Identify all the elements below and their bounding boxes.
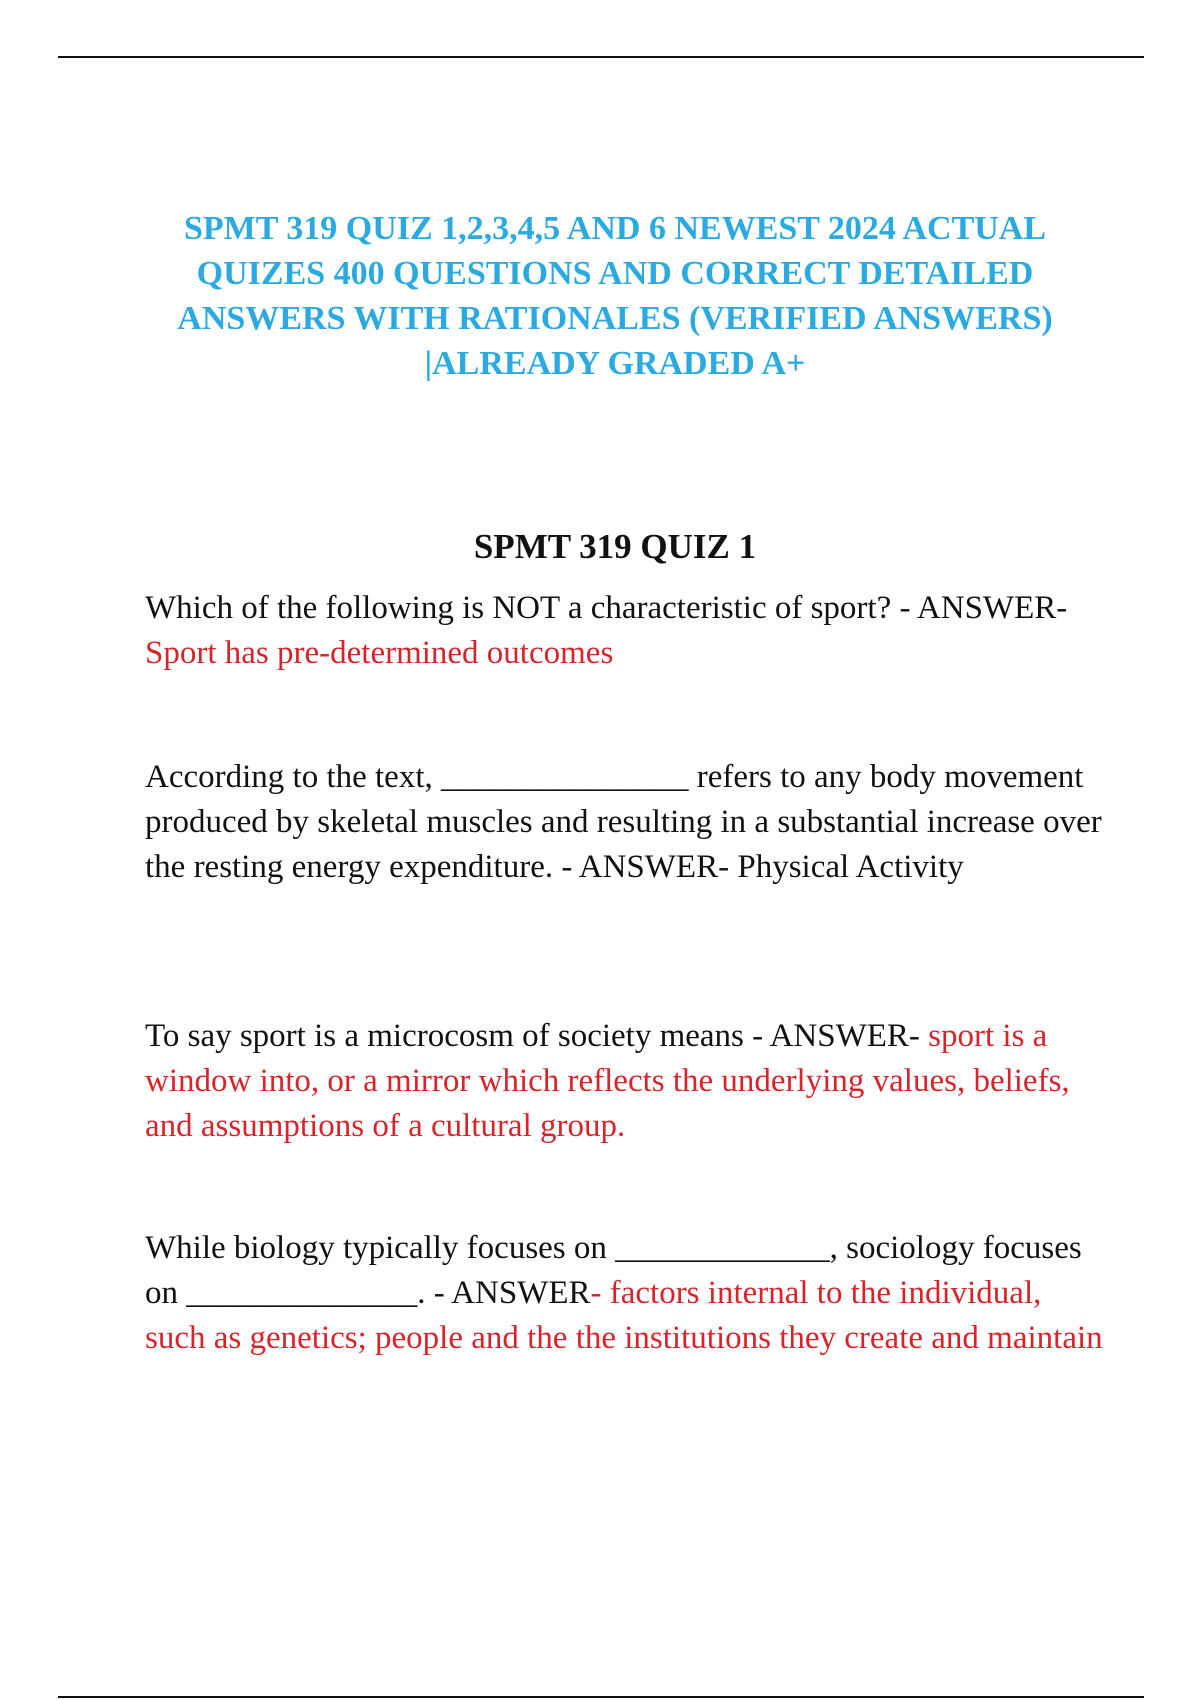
answer-separator: - ANSWER- — [743, 1018, 929, 1054]
answer-separator: - ANSWER- — [553, 849, 738, 885]
answer-separator: - ANSWER- — [891, 590, 1068, 626]
answer-text: Physical Activity — [737, 849, 964, 885]
section-heading: SPMT 319 QUIZ 1 — [473, 527, 757, 566]
top-rule — [58, 56, 1144, 58]
question-text: Which of the following is NOT a characteristic of sport? — [145, 590, 892, 626]
answer-text: Sport has pre-determined outcomes — [145, 635, 614, 671]
answer-text: sport is a window into, or a mirror which reflects the underlying values, beliefs, and assumptions of a cultural group. — [145, 1018, 1070, 1144]
question-text: To say sport is a microcosm of society means — [145, 1018, 744, 1054]
question-answer-item — [145, 1226, 1105, 1361]
question-answer-item — [145, 755, 1105, 890]
answer-text: - factors internal to the individual, such as genetics; people and the the institutions they create and maintain — [145, 1275, 1103, 1356]
question-text: While biology typically focuses on _____________, sociology focuses on ______________. — [145, 1230, 1082, 1311]
question-answer-item — [145, 586, 1105, 676]
question-answer-item — [145, 1014, 1105, 1149]
answer-separator: - ANSWER — [425, 1275, 591, 1311]
bottom-rule — [58, 1696, 1144, 1698]
question-text: According to the text, _______________ refers to any body movement produced by skeletal muscles and resulting in a substantial increase over the resting energy expenditure. — [145, 759, 1102, 885]
document-title: SPMT 319 QUIZ 1,2,3,4,5 AND 6 NEWEST 2024 ACTUAL QUIZES 400 QUESTIONS AND CORRECT DETAILED ANSWERS WITH RATIONALES (VERIFIED ANSWERS) |ALREADY GRADED A+ — [177, 210, 1053, 382]
